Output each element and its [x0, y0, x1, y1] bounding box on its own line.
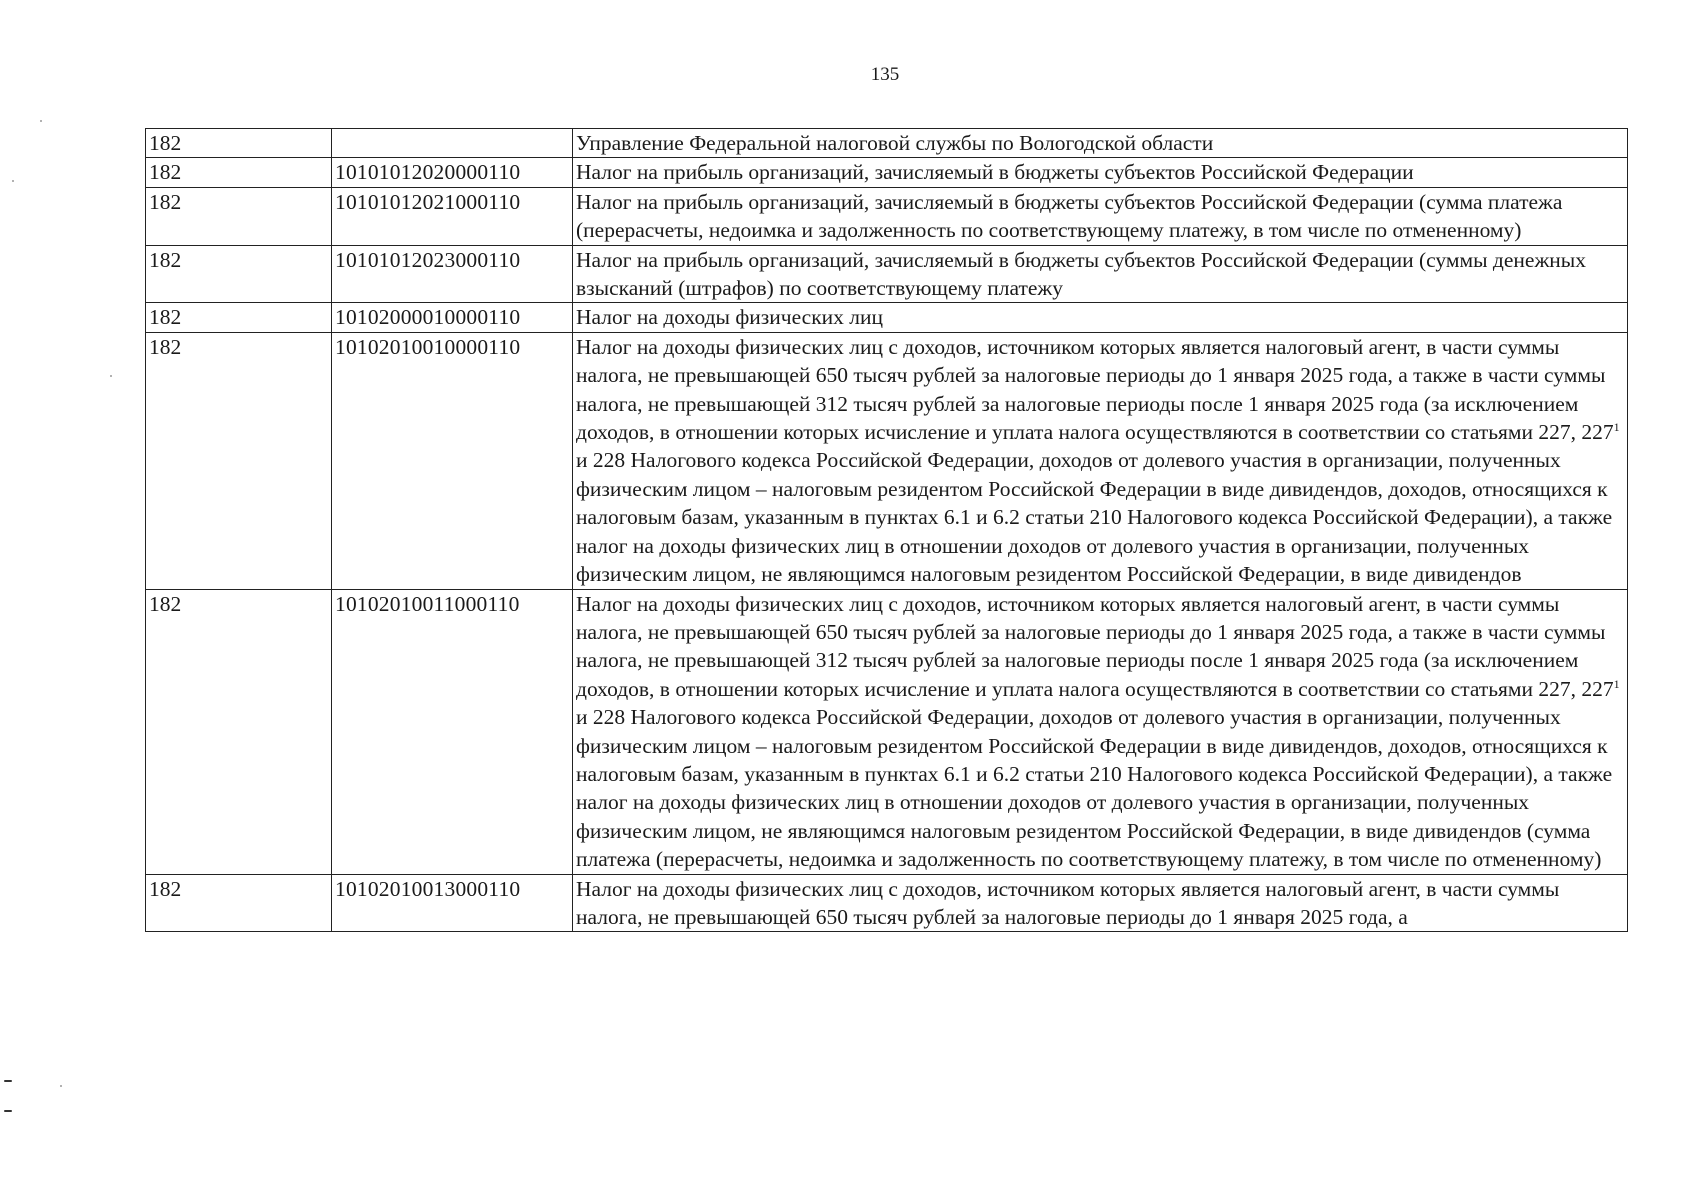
- table-row: [146, 332, 1628, 589]
- scan-speck: [110, 375, 112, 377]
- page-number: 135: [870, 64, 900, 85]
- income-name-cell: Налог на прибыль организаций, зачисляемый в бюджеты субъектов Российской Федерации (суммы денежных взысканий (штрафов) по соответствующему платежу: [573, 245, 1628, 303]
- table-row: [146, 589, 1628, 874]
- admin-code-cell: 182: [146, 245, 332, 303]
- income-code-cell: 10102010010000110: [332, 332, 573, 589]
- name-text: и 228 Налогового кодекса Российской Федерации, доходов от долевого участия в организации, полученных физическим лицом – налоговым резидентом Российской Федерации в виде дивидендов, доходов, относящихся к налоговым базам, указанным в пунктах 6.1 и 6.2 статьи 210 Налогового кодекса Российской Федерации), а также налог на доходы физических лиц в отношении доходов от долевого участия в организации, полученных физическим лицом, не являющимся налоговым резидентом Российской Федерации, в виде дивидендов (сумма платежа (перерасчеты, недоимка и задолженность по соответствующему платежу, в том числе по отмененному): [576, 705, 1613, 872]
- income-code-cell: 10101012021000110: [332, 187, 573, 245]
- income-code-cell: [332, 129, 573, 158]
- name-text: и 228 Налогового кодекса Российской Федерации, доходов от долевого участия в организации, полученных физическим лицом – налоговым резидентом Российской Федерации в виде дивидендов, доходов, относящихся к налоговым базам, указанным в пунктах 6.1 и 6.2 статьи 210 Налогового кодекса Российской Федерации), а также налог на доходы физических лиц в отношении доходов от долевого участия в организации, полученных физическим лицом, не являющимся налоговым резидентом Российской Федерации, в виде дивидендов: [576, 448, 1613, 587]
- table-row: [146, 874, 1628, 932]
- name-text: Налог на доходы физических лиц с доходов, источником которых является налоговый агент, в части суммы налога, не превышающей 650 тысяч рублей за налоговые периоды до 1 января 2025 года, а также в части суммы налога, не превышающей 312 тысяч рублей за налоговые периоды после 1 января 2025 года (за исключением доходов, в отношении которых исчисление и уплата налога осуществляются в соответствии со статьями 227, 227: [576, 591, 1614, 701]
- scan-speck: [40, 120, 42, 122]
- income-code-cell: 10102000010000110: [332, 303, 573, 332]
- income-name-cell: [573, 332, 1628, 589]
- income-name-cell: Налог на доходы физических лиц: [573, 303, 1628, 332]
- name-text: Налог на доходы физических лиц с доходов, источником которых является налоговый агент, в части суммы налога, не превышающей 650 тысяч рублей за налоговые периоды до 1 января 2025 года, а также в части суммы налога, не превышающей 312 тысяч рублей за налоговые периоды после 1 января 2025 года (за исключением доходов, в отношении которых исчисление и уплата налога осуществляются в соответствии со статьями 227, 227: [576, 334, 1614, 445]
- admin-code-cell: 182: [146, 158, 332, 187]
- income-name-cell: Управление Федеральной налоговой службы по Вологодской области: [573, 129, 1628, 158]
- income-code-cell: 10102010011000110: [332, 589, 573, 874]
- scan-speck: [60, 1085, 62, 1087]
- income-code-cell: 10101012020000110: [332, 158, 573, 187]
- table-row: [146, 129, 1628, 158]
- income-name-cell: [573, 589, 1628, 874]
- table-row: [146, 187, 1628, 245]
- income-name-cell: Налог на прибыль организаций, зачисляемый в бюджеты субъектов Российской Федерации (сумма платежа (перерасчеты, недоимка и задолженность по соответствующему платежу, в том числе по отмененному): [573, 187, 1628, 245]
- scan-speck: [12, 180, 14, 182]
- income-code-cell: 10102010013000110: [332, 874, 573, 932]
- article-superscript: 1: [1613, 420, 1620, 435]
- article-superscript: 1: [1613, 676, 1620, 691]
- table-row: [146, 303, 1628, 332]
- admin-code-cell: 182: [146, 187, 332, 245]
- admin-code-cell: 182: [146, 874, 332, 932]
- budget-classification-table: [145, 128, 1628, 932]
- table-row: [146, 245, 1628, 303]
- scan-speck: [4, 1080, 12, 1082]
- admin-code-cell: 182: [146, 303, 332, 332]
- admin-code-cell: 182: [146, 332, 332, 589]
- income-name-cell: Налог на доходы физических лиц с доходов, источником которых является налоговый агент, в части суммы налога, не превышающей 650 тысяч рублей за налоговые периоды до 1 января 2025 года, а: [573, 874, 1628, 932]
- table-row: [146, 158, 1628, 187]
- scan-speck: [4, 1110, 12, 1112]
- income-code-cell: 10101012023000110: [332, 245, 573, 303]
- admin-code-cell: 182: [146, 589, 332, 874]
- admin-code-cell: 182: [146, 129, 332, 158]
- income-name-cell: Налог на прибыль организаций, зачисляемый в бюджеты субъектов Российской Федерации: [573, 158, 1628, 187]
